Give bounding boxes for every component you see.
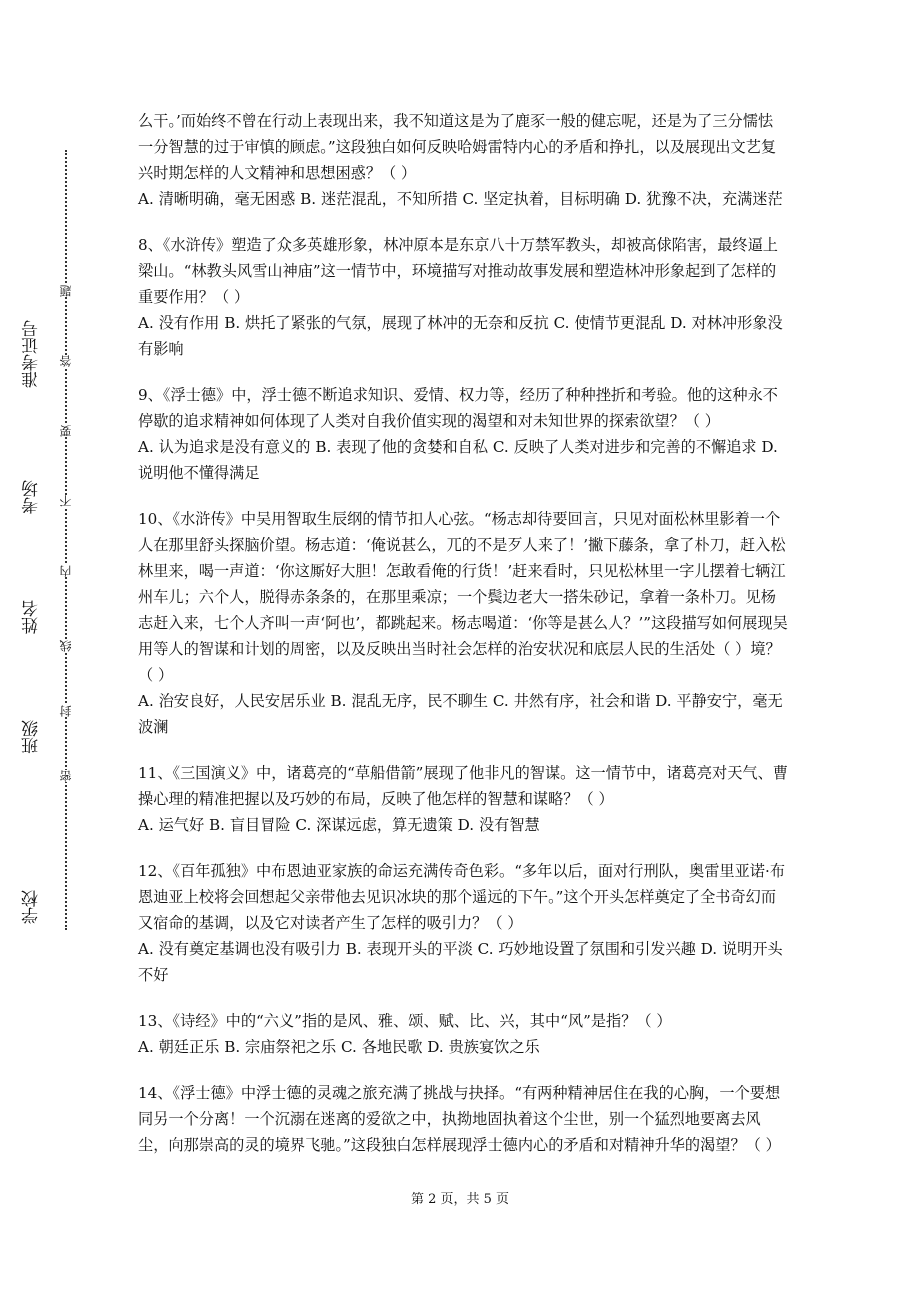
q7-stem: 么干。’而始终不曾在行动上表现出来，我不知道这是为了鹿豕一般的健忘呢，还是为了三分懦怯一分智慧的过于审慎的顾虑。”这段独白如何反映哈姆雷特内心的矛盾和挣扎，以及展现出文艺复兴时期怎样的人文精神和思想困惑？（ ）: [138, 112, 777, 182]
q9-options: A. 认为追求是没有意义的 B. 表现了他的贪婪和自私 C. 反映了人类对进步和完善的不懈追求 D. 说明他不懂得满足: [138, 438, 778, 482]
class-label: 班级: [22, 720, 42, 754]
exam-number-label: 准考证号: [22, 320, 42, 388]
seal-char-bu: 不: [59, 495, 73, 507]
q14-stem: 14、《浮士德》中浮士德的灵魂之旅充满了挑战与抉择。“有两种精神居住在我的心胸，一个要想同另一个分离！一个沉溺在迷离的爱欲之中，执拗地固执着这个尘世，别一个猛烈地要离去风尘，向那崇高的灵的境界飞驰。”这段独白怎样展现浮士德内心的矛盾和对精神升华的渴望？（ ）: [138, 1084, 781, 1154]
question-list: [138, 108, 788, 1158]
seal-char-ti: 题: [59, 285, 73, 297]
seal-char-nei: 内: [59, 565, 73, 577]
q7-options: A. 清晰明确，毫无困惑 B. 迷茫混乱，不知所措 C. 坚定执着，目标明确 D. 犹豫不决，充满迷茫: [138, 190, 783, 208]
exam-room-label: 考场: [22, 480, 42, 514]
q12-options: A. 没有奠定基调也没有吸引力 B. 表现开头的平淡 C. 巧妙地设置了氛围和引发兴趣 D. 说明开头不好: [138, 940, 783, 984]
q11-stem: 11、《三国演义》中，诸葛亮的“草船借箭”展现了他非凡的智谋。这一情节中，诸葛亮对天气、曹操心理的精准把握以及巧妙的布局，反映了他怎样的智慧和谋略？（ ）: [138, 764, 788, 808]
q9-stem: 9、《浮士德》中，浮士德不断追求知识、爱情、权力等，经历了种种挫折和考验。他的这种永不停歇的追求精神如何体现了人类对自我价值实现的渴望和对未知世界的探索欲望？（ ）: [138, 386, 778, 430]
seal-char-yao: 要: [59, 425, 73, 437]
seal-char-mi: 密: [59, 770, 73, 782]
name-label: 姓名: [22, 600, 42, 634]
page-number: 第 2 页，共 5 页: [410, 1192, 510, 1207]
seal-char-feng: 封: [59, 705, 73, 717]
q11-options: A. 运气好 B. 盲目冒险 C. 深谋远虑，算无遗策 D. 没有智慧: [138, 816, 540, 834]
q12-stem: 12、《百年孤独》中布恩迪亚家族的命运充满传奇色彩。“多年以后，面对行刑队，奥雷里亚诺·布恩迪亚上校将会回想起父亲带他去见识冰块的那个遥远的下午。”这个开头怎样奠定了全书奇幻而又宿命的基调，以及它对读者产生了怎样的吸引力？（ ）: [138, 862, 786, 932]
binding-margin: [0, 0, 110, 1302]
q10-options: A. 治安良好，人民安居乐业 B. 混乱无序，民不聊生 C. 井然有序，社会和谐 D. 平静安宁，毫无波澜: [138, 692, 783, 736]
q13-options: A. 朝廷正乐 B. 宗庙祭祀之乐 C. 各地民歌 D. 贵族宴饮之乐: [138, 1038, 540, 1056]
seal-char-xian: 线: [59, 640, 73, 652]
q8-stem: 8、《水浒传》塑造了众多英雄形象，林冲原本是东京八十万禁军教头，却被高俅陷害，最终逼上梁山。“林教头风雪山神庙”这一情节中，环境描写对推动故事发展和塑造林冲形象起到了怎样的重要作用？（ ）: [138, 236, 778, 306]
seal-char-da: 答: [59, 355, 73, 367]
q8-options: A. 没有作用 B. 烘托了紧张的气氛，展现了林冲的无奈和反抗 C. 使情节更混乱 D. 对林冲形象没有影响: [138, 314, 783, 358]
q10-stem: 10、《水浒传》中吴用智取生辰纲的情节扣人心弦。“杨志却待要回言，只见对面松林里影着一个人在那里舒头探脑价望。杨志道：‘俺说甚么，兀的不是歹人来了！’撇下藤条，拿了朴刀，赶入松林里来，喝一声道：‘你这厮好大胆！怎敢看俺的行货！’赶来看时，只见松林里一字儿摆着七辆江州车儿；六个人，脱得赤条条的，在那里乘凉；一个鬓边老大一搭朱砂记，拿着一条朴刀。见杨志赶入来，七个人齐叫一声‘阿也’，都跳起来。杨志喝道：‘你等是甚么人？’”这段描写如何展现吴用等人的智谋和计划的周密，以及反映出当时社会怎样的治安状况和底层人民的生活处（ ）境？（ ）: [138, 510, 788, 684]
q13-stem: 13、《诗经》中的“六义”指的是风、雅、颂、赋、比、兴，其中“风”是指？（ ）: [138, 1012, 672, 1030]
school-label: 学校: [22, 890, 42, 924]
seal-dotted-line: [65, 150, 67, 930]
